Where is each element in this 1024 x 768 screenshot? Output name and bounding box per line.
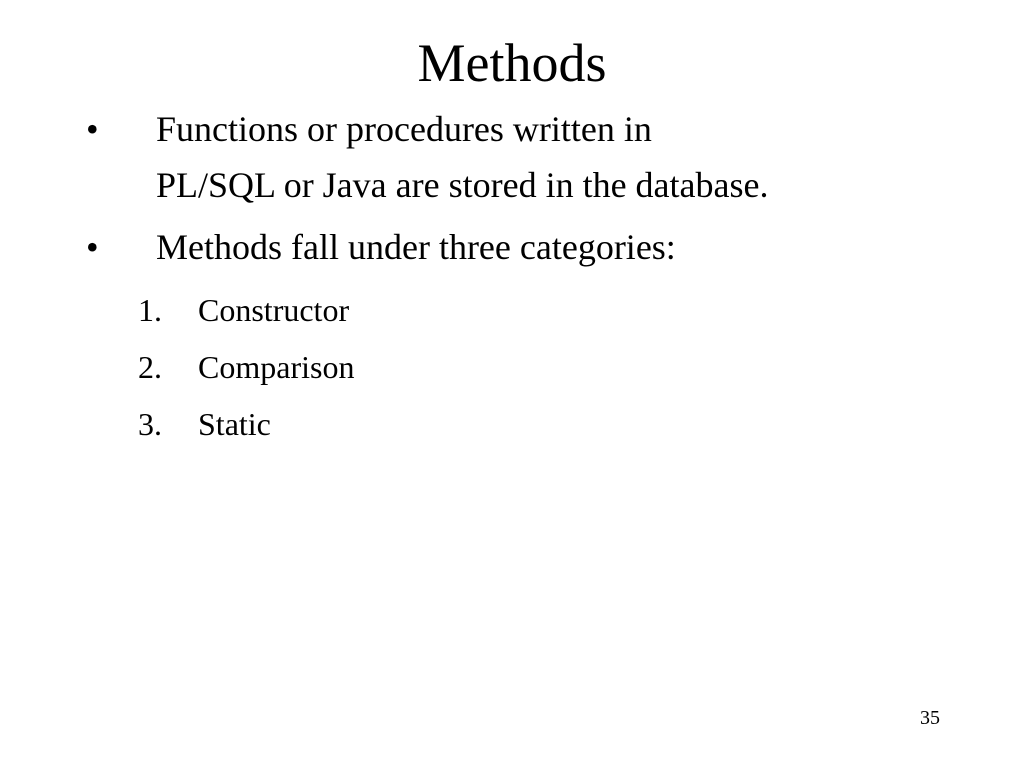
bullet-marker: • bbox=[86, 227, 99, 267]
item-label: Static bbox=[198, 406, 271, 442]
item-label: Comparison bbox=[198, 349, 355, 385]
item-number: 2. bbox=[138, 349, 162, 385]
bullet-marker: • bbox=[86, 109, 99, 149]
bullet-text bbox=[156, 219, 966, 275]
item-label: Constructor bbox=[198, 292, 350, 328]
item-number: 3. bbox=[138, 406, 162, 442]
bullet-line: Functions or procedures written in bbox=[156, 109, 652, 149]
bullet-line: Methods fall under three categories: bbox=[156, 227, 676, 267]
page-number: 35 bbox=[920, 707, 940, 729]
slide-title: Methods bbox=[417, 33, 607, 93]
bullet-line: PL/SQL or Java are stored in the database. bbox=[156, 165, 769, 205]
bullet-text bbox=[156, 101, 966, 213]
item-number: 1. bbox=[138, 292, 162, 328]
